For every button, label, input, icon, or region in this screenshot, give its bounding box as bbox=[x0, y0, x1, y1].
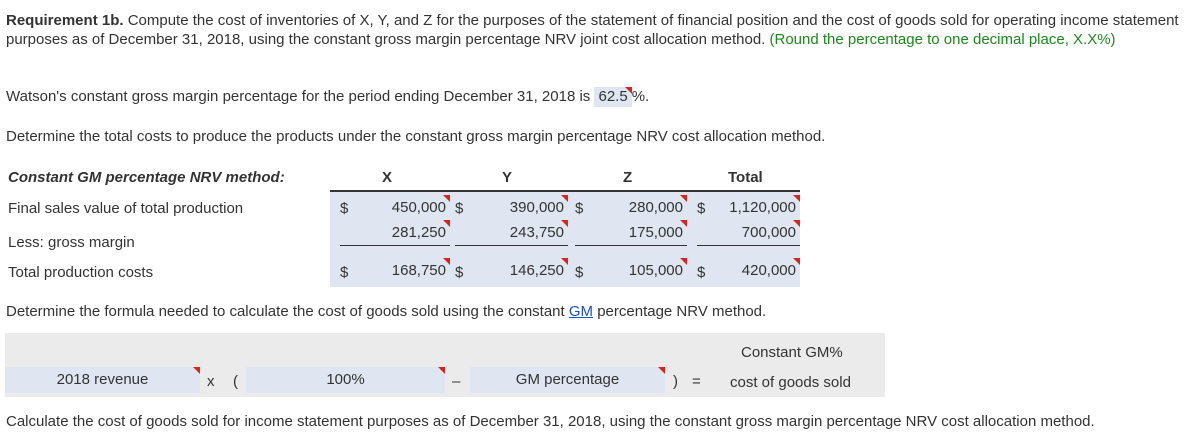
currency-sign: $ bbox=[697, 264, 706, 281]
gm-percentage-input[interactable]: 62.5 bbox=[594, 87, 631, 107]
gm-y-input[interactable]: 243,750 bbox=[455, 220, 568, 246]
multiply-operator: x bbox=[207, 373, 215, 390]
minus-operator: – bbox=[452, 373, 461, 390]
currency-sign: $ bbox=[697, 200, 706, 217]
table-title: Constant GM percentage NRV method: bbox=[8, 169, 285, 186]
instruction-text: percentage NRV method. bbox=[593, 303, 767, 320]
gm-x-input[interactable]: 281,250 bbox=[340, 220, 450, 246]
gm-sentence bbox=[6, 87, 649, 107]
instruction-formula bbox=[6, 303, 766, 320]
result-label-line1: Constant GM% bbox=[741, 344, 843, 361]
sales-y-input[interactable]: 390,000 bbox=[470, 195, 568, 221]
currency-sign: $ bbox=[340, 264, 349, 281]
requirement-text bbox=[6, 11, 1186, 49]
close-paren: ) bbox=[673, 373, 678, 390]
gm-z-input[interactable]: 175,000 bbox=[575, 220, 687, 246]
cost-total-input[interactable]: 420,000 bbox=[710, 258, 800, 284]
currency-sign: $ bbox=[575, 200, 584, 217]
formula-revenue-select[interactable]: 2018 revenue bbox=[5, 367, 200, 393]
requirement-body: Compute the cost of inventories of X, Y, and Z for the purposes of the statement of financial position and the cost of goods sold for operating income statement purposes as of December 31, 2018, using the constant gross margin percentage NRV joint cost allocation method. bbox=[6, 12, 1179, 48]
currency-sign: $ bbox=[455, 200, 464, 217]
cost-x-input[interactable]: 168,750 bbox=[355, 258, 450, 284]
currency-sign: $ bbox=[340, 200, 349, 217]
sales-z-input[interactable]: 280,000 bbox=[590, 195, 687, 221]
gm-sentence-text: Watson's constant gross margin percentage for the period ending December 31, 2018 is bbox=[6, 88, 591, 105]
instruction-text: Determine the formula needed to calculate the cost of goods sold using the constant bbox=[6, 303, 569, 320]
column-header-y: Y bbox=[502, 169, 513, 186]
percent-sign: %. bbox=[631, 88, 650, 105]
gm-total-input[interactable]: 700,000 bbox=[697, 220, 800, 246]
open-paren: ( bbox=[233, 373, 238, 390]
sales-total-input[interactable]: 1,120,000 bbox=[710, 195, 800, 221]
sales-x-input[interactable]: 450,000 bbox=[355, 195, 450, 221]
gm-glossary-link[interactable]: GM bbox=[568, 303, 594, 320]
currency-sign: $ bbox=[455, 264, 464, 281]
instruction-cogs: Calculate the cost of goods sold for income statement purposes as of December 31, 2018, using the constant gross margin percentage NRV cost allocation method. bbox=[6, 413, 1095, 430]
formula-gm-percentage-select[interactable]: GM percentage bbox=[470, 367, 665, 393]
row-label-total-costs: Total production costs bbox=[8, 264, 154, 281]
column-header-x: X bbox=[382, 169, 393, 186]
equals-operator: = bbox=[692, 373, 701, 390]
rounding-hint: (Round the percentage to one decimal place, X.X%) bbox=[769, 31, 1116, 48]
result-label-line2: cost of goods sold bbox=[730, 374, 851, 391]
instruction-total-costs: Determine the total costs to produce the products under the constant gross margin percentage NRV cost allocation method. bbox=[6, 128, 826, 145]
currency-sign: $ bbox=[575, 264, 584, 281]
requirement-label: Requirement 1b. bbox=[6, 12, 124, 29]
column-header-total: Total bbox=[728, 169, 763, 186]
row-label-gross-margin: Less: gross margin bbox=[8, 234, 135, 251]
column-header-z: Z bbox=[623, 169, 633, 186]
formula-100-percent-select[interactable]: 100% bbox=[246, 367, 445, 393]
cost-y-input[interactable]: 146,250 bbox=[470, 258, 568, 284]
cost-z-input[interactable]: 105,000 bbox=[590, 258, 687, 284]
row-label-final-sales: Final sales value of total production bbox=[8, 200, 244, 217]
